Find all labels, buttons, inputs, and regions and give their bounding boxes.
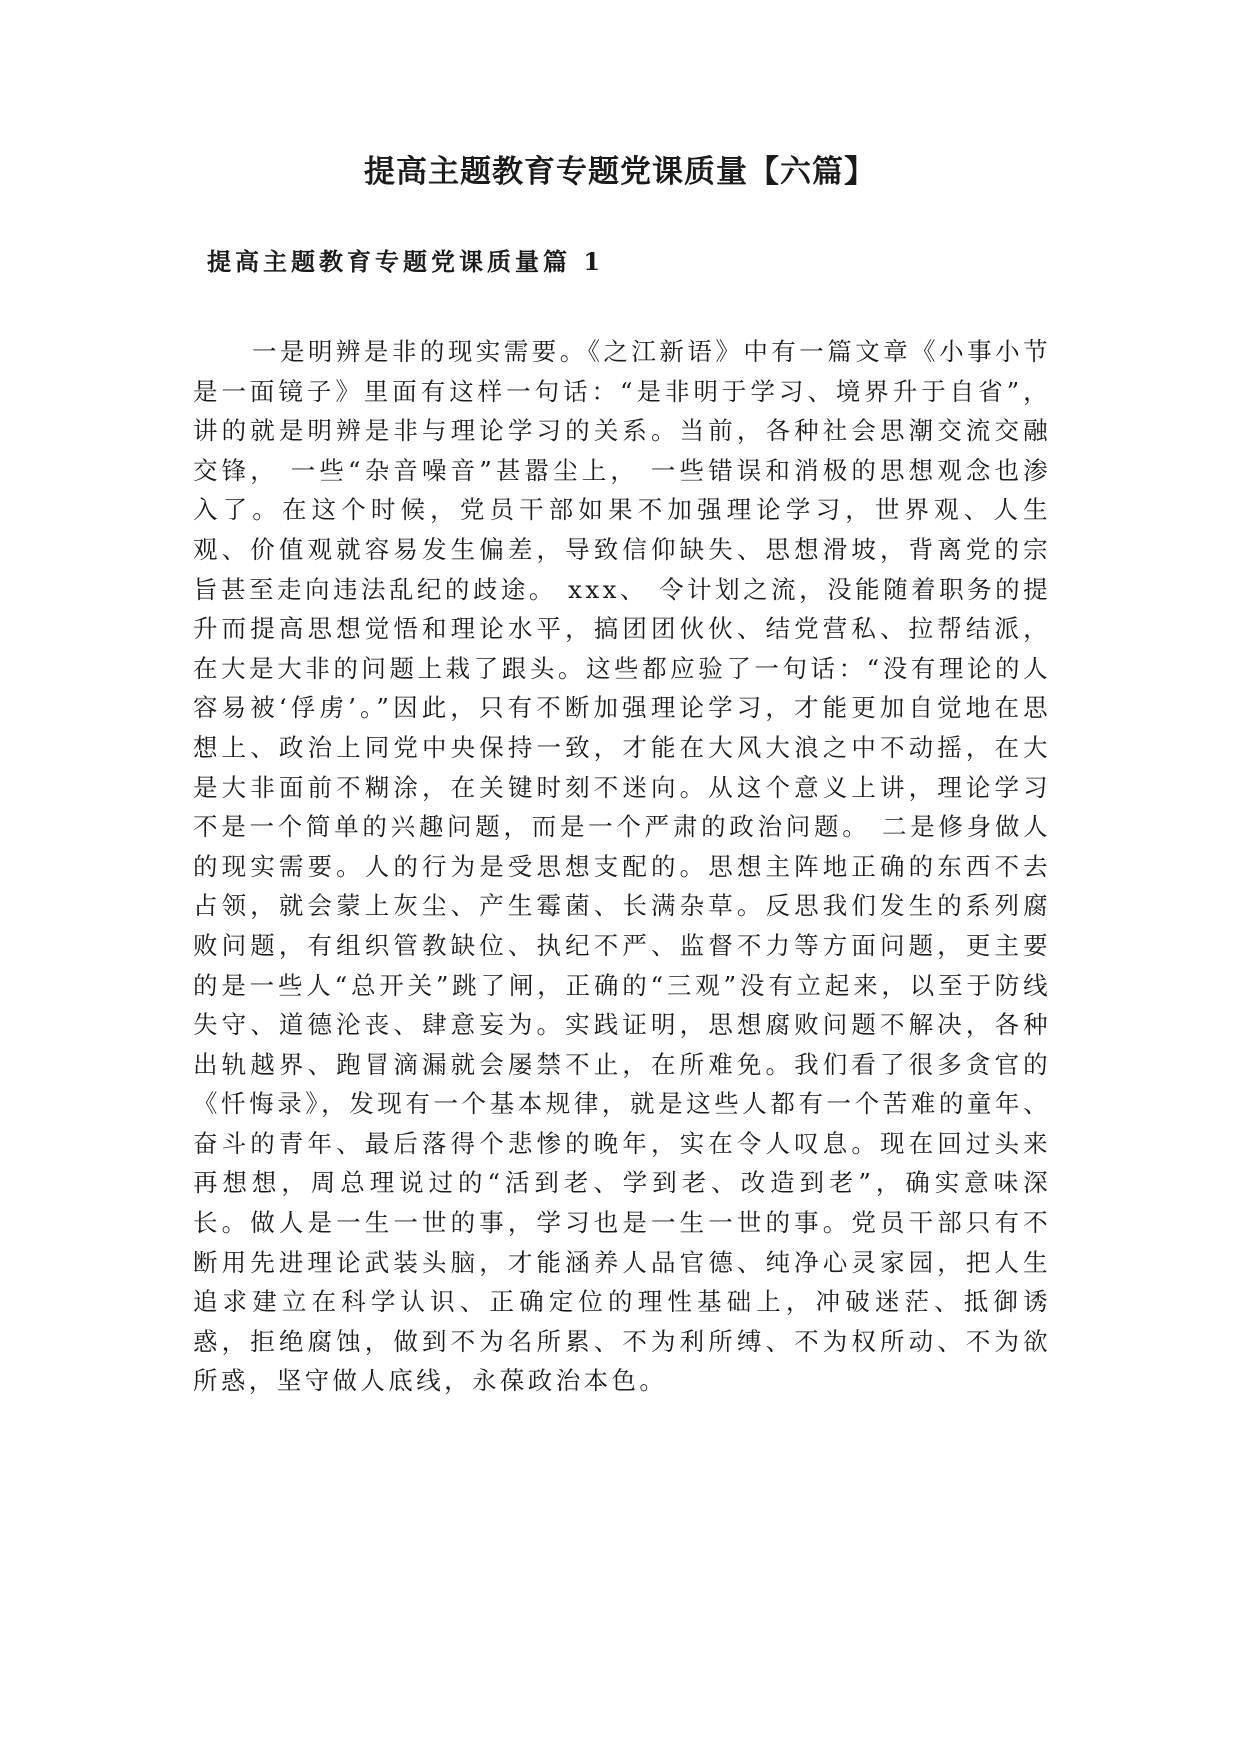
body-paragraph: 一是明辨是非的现实需要。《之江新语》中有一篇文章《小事小节是一面镜子》里面有这样一句话：“是非明于学习、境界升于自省”，讲的就是明辨是非与理论学习的关系。当前，各种社会思潮交流交融交锋， 一些“杂音噪音”甚嚣尘上， 一些错误和消极的思想观念也渗入了。在这个时候，党员干部如果不加强理论学习，世界观、人生观、价值观就容易发生偏差，导致信仰缺失、思想滑坡，背离党的宗旨甚至走向违法乱纪的歧途。 xxx、 令计划之流，没能随着职务的提升而提高思想觉悟和理论水平，搞团团伙伙、结党营私、拉帮结派，在大是大非的问题上栽了跟头。这些都应验了一句话：“没有理论的人容易被‘俘虏’。”因此，只有不断加强理论学习，才能更加自觉地在思想上、政治上同党中央保持一致，才能在大风大浪之中不动摇，在大是大非面前不糊涂，在关键时刻不迷向。从这个意义上讲，理论学习不是一个简单的兴趣问题，而是一个严肃的政治问题。 二是修身做人的现实需要。人的行为是受思想支配的。思想主阵地正确的东西不去占领，就会蒙上灰尘、产生霉菌、长满杂草。反思我们发生的系列腐败问题，有组织管教缺位、执纪不严、监督不力等方面问题，更主要的是一些人“总开关”跳了闸，正确的“三观”没有立起来，以至于防线失守、道德沦丧、肆意妄为。实践证明，思想腐败问题不解决，各种出轨越界、跑冒滴漏就会屡禁不止，在所难免。我们看了很多贪官的《忏悔录》，发现有一个基本规律，就是这些人都有一个苦难的童年、奋斗的青年、最后落得个悲惨的晚年，实在令人叹息。现在回过头来再想想，周总理说过的“活到老、学到老、改造到老”，确实意味深长。做人是一生一世的事，学习也是一生一世的事。党员干部只有不断用先进理论武装头脑，才能涵养人品官德、纯净心灵家园，把人生追求建立在科学认识、正确定位的理性基础上，冲破迷茫、抵御诱惑，拒绝腐蚀，做到不为名所累、不为利所缚、不为权所动、不为欲所惑，坚守做人底线，永葆政治本色。 (193, 337, 1051, 1396)
section-heading: 提高主题教育专题党课质量篇 1 (207, 247, 605, 276)
document-title: 提高主题教育专题党课质量【六篇】 (364, 154, 876, 190)
